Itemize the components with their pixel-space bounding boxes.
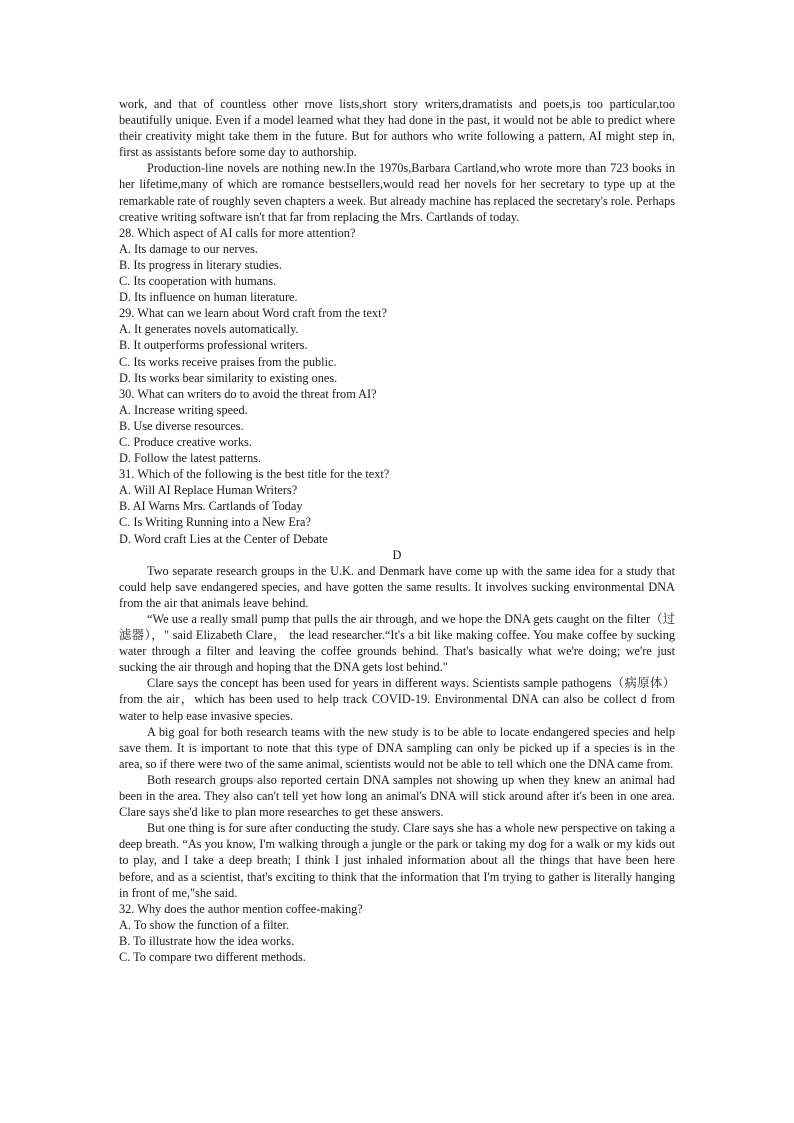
question-29 xyxy=(119,305,675,385)
question-31 xyxy=(119,466,675,546)
option-d: D. Its works bear similarity to existing ones. xyxy=(119,370,338,385)
option-a: A. Its damage to our nerves. xyxy=(119,241,258,256)
passage-c-paragraph-2: Production-line novels are nothing new.In the 1970s,Barbara Cartland,who wrote more than 723 books in her lifetime,many of which are romance bestsellers,would read her novels for her secretary to type up at the remarkable rate of roughly seven chapters a week. But already machine has replaced the secretary's role. Perhaps creative writing software isn't that far from replacing the Mrs. Cartlands of today. xyxy=(119,161,676,224)
passage-d-paragraph-2: “We use a really small pump that pulls the air through, and we hope the DNA gets caught on the filter（过滤器），" said Elizabeth Clare， the lead researcher.“It's a bit like making coffee. You make coffee by sucking water through a filter and leaving the coffee grounds behind. That's basically what we're doing; we're just sucking the air through and hoping that the DNA gets lost behind." xyxy=(119,612,675,675)
option-b: B. To illustrate how the idea works. xyxy=(119,933,295,948)
exam-page xyxy=(119,96,675,965)
option-c: C. Its works receive praises from the public. xyxy=(119,354,337,369)
option-d: D. Follow the latest patterns. xyxy=(119,451,262,466)
question-stem: 31. Which of the following is the best title for the text? xyxy=(119,467,390,482)
passage-d-paragraph-6: But one thing is for sure after conducting the study. Clare says she has a whole new perspective on taking a deep breath. “As you know, I'm walking through a jungle or the park or taking my dog for a walk or my kids out to play, and I take a deep breath; I think I just inhaled information about all the things that have been here before, and as a scientist, that's exciting to think that the information that I'm trying to gather is literally hanging in front of me,"she said. xyxy=(119,821,675,900)
option-c: C. Produce creative works. xyxy=(119,434,252,449)
passage-d-paragraph-1: Two separate research groups in the U.K. and Denmark have come up with the same idea for a study that could help save endangered species, and have gotten the same results. It involves sucking environmental DNA from the air that animals leave behind. xyxy=(119,563,675,610)
question-stem: 32. Why does the author mention coffee-making? xyxy=(119,901,363,916)
option-a: A. Will AI Replace Human Writers? xyxy=(119,483,298,498)
section-heading-d: D xyxy=(392,547,402,562)
passage-c-paragraph-1: work, and that of countless other rnove lists,short story writers,dramatists and poets,is too particular,too beautifully unique. Even if a model learned what they had done in the past, it would not be able to predict where their creativity might take them in the future. But for authors who write following a pattern, AI might step in, first as assistants before some day to authorship. xyxy=(119,97,675,160)
option-a: A. It generates novels automatically. xyxy=(119,322,299,337)
option-b: B. Its progress in literary studies. xyxy=(119,257,282,272)
option-a: A. Increase writing speed. xyxy=(119,402,248,417)
question-32 xyxy=(119,901,675,965)
question-28 xyxy=(119,225,675,305)
option-c: C. To compare two different methods. xyxy=(119,949,306,964)
passage-d-paragraph-3: Clare says the concept has been used for years in different ways. Scientists sample pathogens（病原体）from the air，which has been used to help track COVID-19. Environmental DNA can also be collect d from water to help ease invasive species. xyxy=(119,676,675,723)
option-d: D. Word craft Lies at the Center of Debate xyxy=(119,531,328,546)
question-stem: 28. Which aspect of AI calls for more attention? xyxy=(119,225,356,240)
option-b: B. Use diverse resources. xyxy=(119,418,244,433)
option-c: C. Its cooperation with humans. xyxy=(119,274,277,289)
option-b: B. AI Warns Mrs. Cartlands of Today xyxy=(119,499,303,514)
option-c: C. Is Writing Running into a New Era? xyxy=(119,515,311,530)
question-stem: 30. What can writers do to avoid the threat from AI? xyxy=(119,386,377,401)
passage-d-paragraph-4: A big goal for both research teams with the new study is to be able to locate endangered species and help save them. It is important to note that this type of DNA sampling can only be picked up if a species is in the area, so if there were two of the same animal, scientists would not be able to tell which one the DNA came from. xyxy=(119,724,675,771)
option-d: D. Its influence on human literature. xyxy=(119,290,298,305)
option-a: A. To show the function of a filter. xyxy=(119,917,290,932)
question-30 xyxy=(119,386,675,466)
passage-d-paragraph-5: Both research groups also reported certain DNA samples not showing up when they knew an animal had been in the area. They also can't tell yet how long an animal's DNA will stick around after it's been in one area. Clare says she'd like to plan more researches to get these answers. xyxy=(119,772,675,820)
question-stem: 29. What can we learn about Word craft from the text? xyxy=(119,306,387,321)
option-b: B. It outperforms professional writers. xyxy=(119,338,308,353)
